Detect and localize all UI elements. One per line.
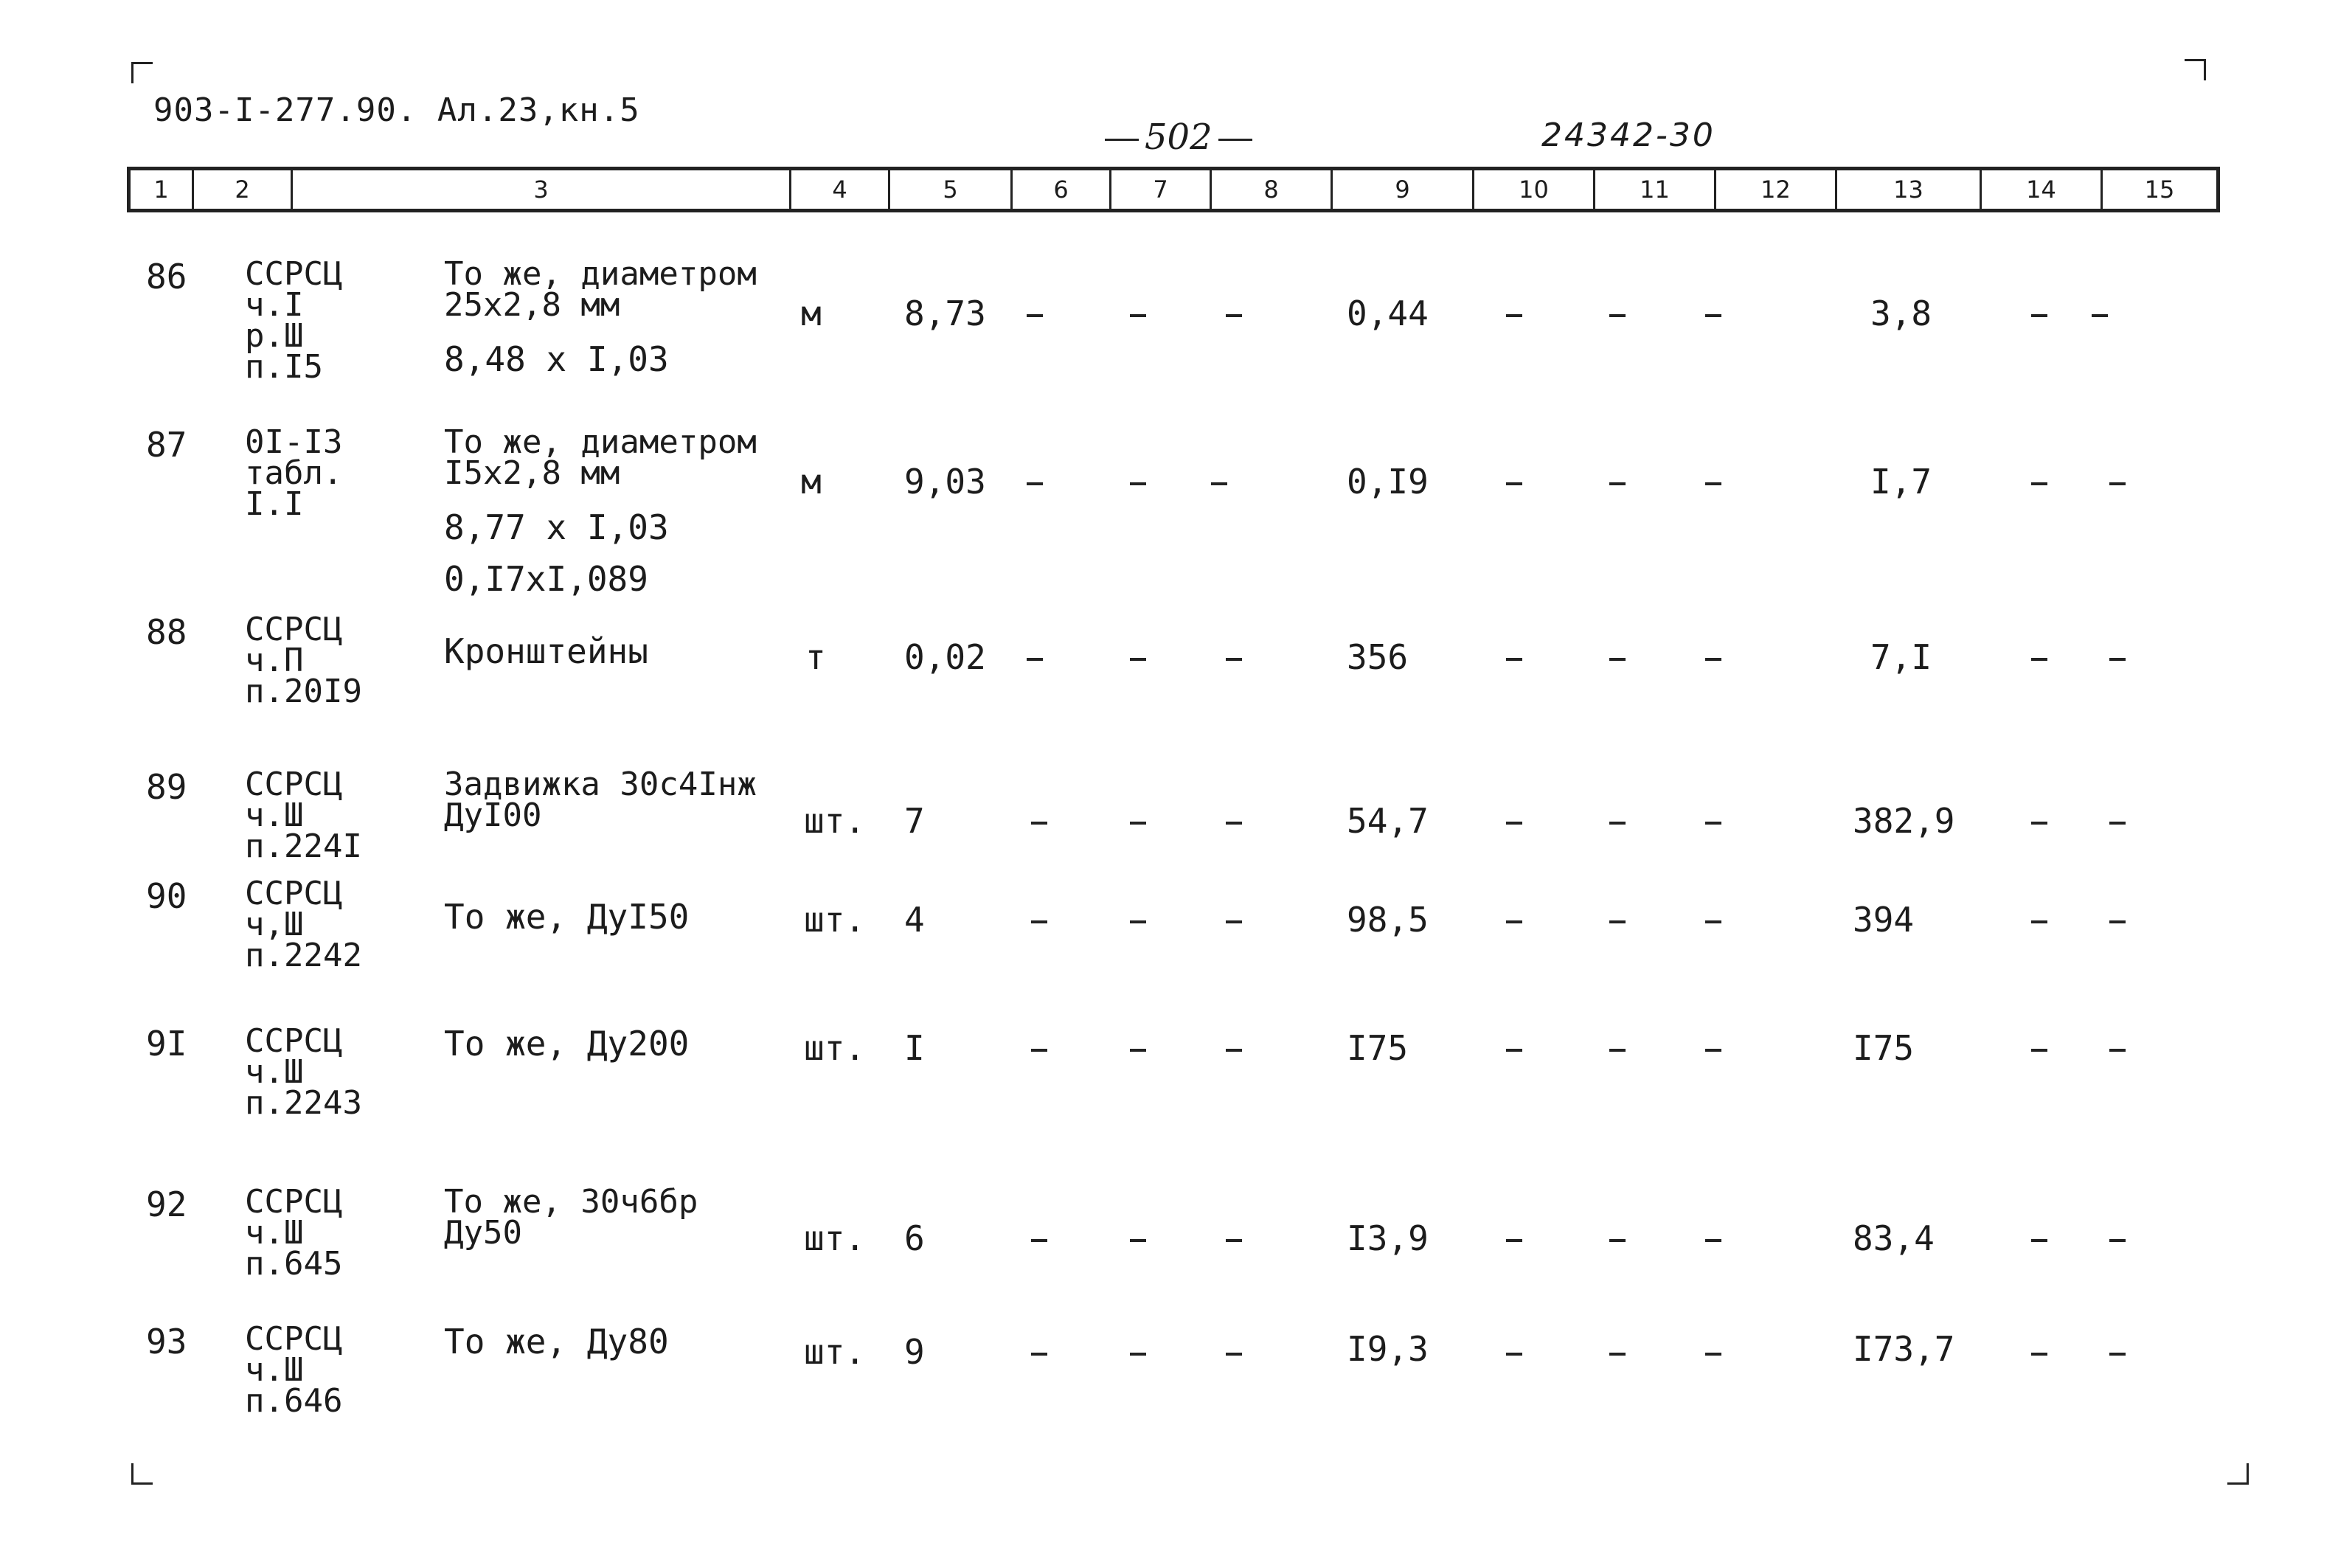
unit: шт. (804, 1028, 866, 1068)
column-header-3: 3 (293, 170, 791, 209)
dash-col12 (1705, 658, 1721, 661)
unit-price: 356 (1347, 637, 1409, 677)
column-header-7: 7 (1111, 170, 1212, 209)
column-number-header (127, 167, 2220, 212)
column-header-14: 14 (1982, 170, 2103, 209)
dash-col15 (2109, 822, 2126, 825)
total: 382,9 (1853, 801, 1955, 841)
dash-col12 (1705, 314, 1721, 317)
page-number (1099, 117, 1258, 158)
unit-price: 0,I9 (1347, 462, 1429, 502)
desc-line: То же, ДуI50 (444, 897, 690, 937)
unit: шт. (804, 801, 866, 841)
row-number: 90 (146, 876, 187, 916)
desc-line: Кронштейны (444, 631, 648, 671)
desc-line: 25х2,8 мм (444, 286, 620, 324)
dash-col7 (1130, 658, 1146, 661)
dash-col11 (1609, 822, 1626, 825)
dash-col7 (1130, 920, 1146, 923)
dash-col15 (2109, 658, 2126, 661)
dash-col8 (1226, 1049, 1242, 1052)
row-number: 9I (146, 1024, 187, 1064)
desc-line: То же, 30ч6бр (444, 1183, 698, 1221)
column-header-12: 12 (1716, 170, 1837, 209)
corner-mark-top-right (2185, 59, 2206, 80)
ref-line: ССРСЦ (245, 1320, 343, 1358)
dash-col14 (2031, 1239, 2047, 1242)
column-header-1: 1 (131, 170, 194, 209)
quantity: 7 (904, 801, 925, 841)
corner-mark-top-left (131, 62, 153, 83)
total: I73,7 (1853, 1329, 1955, 1369)
dash-col6 (1027, 482, 1043, 485)
ref-line: п.I5 (245, 348, 323, 386)
desc-line: 8,48 х I,03 (444, 339, 669, 379)
desc-line: Ду50 (444, 1214, 522, 1252)
dash-col12 (1705, 1239, 1721, 1242)
ref-line: ч.Ш (245, 1214, 304, 1252)
dash-col6 (1031, 1049, 1047, 1052)
dash-col10 (1506, 822, 1522, 825)
column-header-2: 2 (194, 170, 293, 209)
dash-col10 (1506, 1049, 1522, 1052)
row-number: 89 (146, 767, 187, 807)
dash-col11 (1609, 920, 1626, 923)
quantity: 0,02 (904, 637, 986, 677)
dash-col12 (1705, 1049, 1721, 1052)
dash-col8 (1226, 920, 1242, 923)
ref-line: ч.Ш (245, 1053, 304, 1091)
dash-col14 (2031, 920, 2047, 923)
dash-col14 (2031, 1353, 2047, 1356)
dash-col8 (1226, 822, 1242, 825)
dash-col7 (1130, 1049, 1146, 1052)
corner-mark-bottom-left (131, 1463, 153, 1485)
dash-col14 (2031, 1049, 2047, 1052)
dash-col12 (1705, 482, 1721, 485)
ref-line: ССРСЦ (245, 1183, 343, 1221)
quantity: 9,03 (904, 462, 986, 502)
unit: т (805, 637, 826, 677)
dash-col7 (1130, 1239, 1146, 1242)
ref-line: п.645 (245, 1245, 343, 1283)
unit-price: 54,7 (1347, 801, 1429, 841)
ref-line: п.2243 (245, 1084, 362, 1122)
total: I75 (1853, 1028, 1915, 1068)
desc-line: 0,I7хI,089 (444, 559, 648, 599)
dash-col15 (2109, 920, 2126, 923)
ref-line: ССРСЦ (245, 766, 343, 803)
dash-col6 (1031, 822, 1047, 825)
unit: м (801, 462, 822, 502)
dash-col8 (1226, 314, 1242, 317)
column-header-15: 15 (2144, 176, 2175, 204)
unit-price: 98,5 (1347, 900, 1429, 940)
dash-col7 (1130, 1353, 1146, 1356)
dash-col8 (1226, 1353, 1242, 1356)
dash-col6 (1031, 1239, 1047, 1242)
dash-col15 (2092, 314, 2108, 317)
desc-line: То же, Ду80 (444, 1322, 669, 1361)
dash-col12 (1705, 920, 1721, 923)
quantity: 6 (904, 1218, 925, 1258)
ref-line: ч.I (245, 286, 304, 324)
ref-line: п.2242 (245, 937, 362, 974)
dash-col8 (1211, 482, 1227, 485)
dash-col11 (1609, 1353, 1626, 1356)
total: 3,8 (1870, 294, 1932, 333)
row-number: 86 (146, 257, 187, 296)
column-header-9: 9 (1333, 170, 1474, 209)
dash-col11 (1609, 1049, 1626, 1052)
ref-line: ч.Ш (245, 1351, 304, 1389)
dash-col7 (1130, 822, 1146, 825)
quantity: I (904, 1028, 925, 1068)
desc-line: То же, диаметром (444, 255, 757, 293)
desc-line: 8,77 х I,03 (444, 507, 669, 547)
dash-col11 (1609, 482, 1626, 485)
ref-line: п.20I9 (245, 673, 362, 710)
dash-col6 (1031, 1353, 1047, 1356)
unit: шт. (804, 1218, 866, 1258)
dash-col6 (1027, 658, 1043, 661)
ref-line: ч.П (245, 642, 304, 679)
column-header-13: 13 (1837, 170, 1982, 209)
quantity: 4 (904, 900, 925, 940)
ref-line: ч,Ш (245, 906, 304, 943)
total: 394 (1853, 900, 1915, 940)
column-header-8: 8 (1212, 170, 1333, 209)
unit: шт. (804, 1332, 866, 1372)
row-number: 87 (146, 425, 187, 465)
dash-col14 (2031, 658, 2047, 661)
ref-line: I.I (245, 485, 304, 523)
ref-line: ч.Ш (245, 797, 304, 834)
ref-line: 0I-I3 (245, 423, 343, 461)
ref-line: п.224I (245, 828, 362, 865)
dash-col12 (1705, 1353, 1721, 1356)
dash-col15 (2109, 1049, 2126, 1052)
desc-line: То же, Ду200 (444, 1024, 690, 1064)
row-number: 92 (146, 1184, 187, 1224)
desc-line: То же, диаметром (444, 423, 757, 461)
total: 7,I (1870, 637, 1932, 677)
dash-col11 (1609, 314, 1626, 317)
dash-col10 (1506, 1239, 1522, 1242)
dash-col8 (1226, 658, 1242, 661)
total: 83,4 (1853, 1218, 1935, 1258)
unit: м (801, 294, 822, 333)
ref-line: табл. (245, 454, 343, 492)
dash-col11 (1609, 1239, 1626, 1242)
row-number: 88 (146, 612, 187, 652)
total: I,7 (1870, 462, 1932, 502)
unit-price: I3,9 (1347, 1218, 1429, 1258)
dash-col15 (2109, 1353, 2126, 1356)
desc-line: Задвижка 30с4Iнж (444, 766, 757, 803)
unit-price: I9,3 (1347, 1329, 1429, 1369)
quantity: 9 (904, 1332, 925, 1372)
desc-line: ДуI00 (444, 797, 542, 834)
dash-col10 (1506, 1353, 1522, 1356)
corner-mark-bottom-right (2227, 1463, 2249, 1485)
dash-col14 (2031, 822, 2047, 825)
dash-col10 (1506, 314, 1522, 317)
unit-price: 0,44 (1347, 294, 1429, 333)
unit-price: I75 (1347, 1028, 1409, 1068)
ref-line: ССРСЦ (245, 1022, 343, 1060)
dash-col6 (1031, 920, 1047, 923)
dash-col10 (1506, 482, 1522, 485)
document-code: 903-I-277.90. Ал.23,кн.5 (153, 91, 640, 129)
dash-col14 (2031, 482, 2047, 485)
ref-line: п.646 (245, 1382, 343, 1420)
column-header-11: 11 (1595, 170, 1716, 209)
dash-col11 (1609, 658, 1626, 661)
ref-line: ССРСЦ (245, 875, 343, 912)
dash-col6 (1027, 314, 1043, 317)
dash-col15 (2109, 482, 2126, 485)
sheet-code: 24342-30 (1541, 117, 1716, 154)
ref-line: р.Ш (245, 317, 304, 355)
ref-line: ССРСЦ (245, 611, 343, 648)
dash-col7 (1130, 482, 1146, 485)
quantity: 8,73 (904, 294, 986, 333)
row-number: 93 (146, 1322, 187, 1361)
page-number-text: 502 (1145, 117, 1213, 158)
column-header-10: 10 (1474, 170, 1595, 209)
dash-col14 (2031, 314, 2047, 317)
dash-col7 (1130, 314, 1146, 317)
dash-col8 (1226, 1239, 1242, 1242)
desc-line: I5х2,8 мм (444, 454, 620, 492)
dash-col12 (1705, 822, 1721, 825)
ref-line: ССРСЦ (245, 255, 343, 293)
column-header-4: 4 (791, 170, 890, 209)
dash-col10 (1506, 658, 1522, 661)
dash-col10 (1506, 920, 1522, 923)
unit: шт. (804, 900, 866, 940)
dash-col15 (2109, 1239, 2126, 1242)
column-header-6: 6 (1013, 170, 1111, 209)
column-header-5: 5 (890, 170, 1013, 209)
